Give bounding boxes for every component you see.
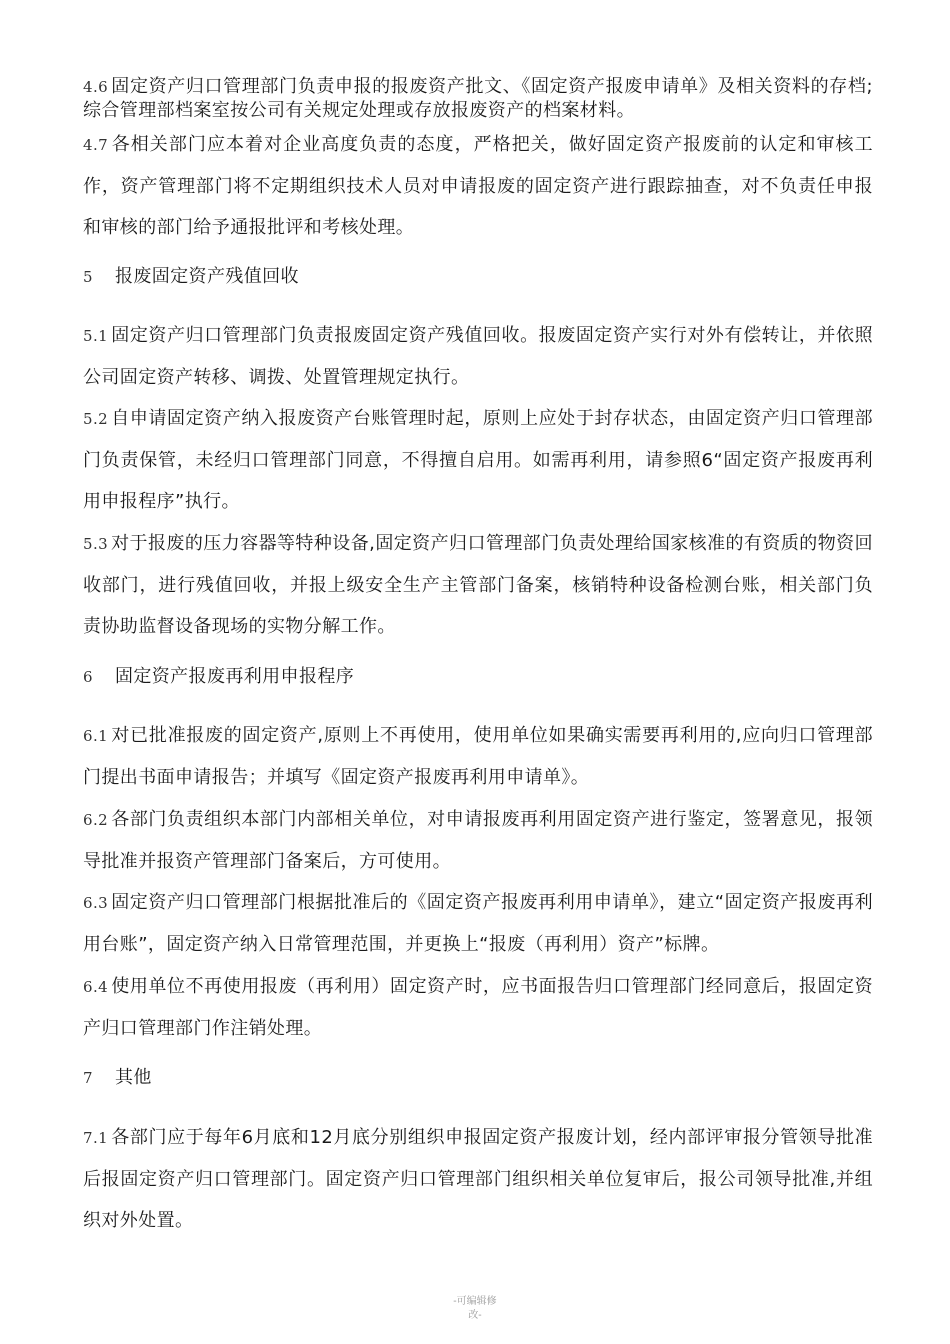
clause-text: 固定资产归口管理部门根据批准后的《固定资产报废再利用申请单》，建立“固定资产报废再利用台账”，固定资产纳入日常管理范围，并更换上“报废（再利用）资产”标牌。 [83,892,873,955]
clause-number: 7.1 [83,1129,109,1147]
page-footer [0,1295,950,1323]
paragraph-5-2 [83,398,873,522]
clause-number: 6.2 [83,811,109,829]
section-heading-6 [83,664,873,690]
section-number: 7 [83,1069,93,1087]
paragraph-6-3 [83,882,873,965]
clause-text: 使用单位不再使用报废（再利用）固定资产时，应书面报告归口管理部门经同意后，报固定资产归口管理部门作注销处理。 [83,976,873,1039]
section-heading-7 [83,1065,873,1091]
clause-number: 6.3 [83,894,109,912]
paragraph-6-4 [83,966,873,1049]
section-number: 5 [83,268,93,286]
paragraph-6-2 [83,799,873,882]
clause-text: 各部门负责组织本部门内部相关单位，对申请报废再利用固定资产进行鉴定，签署意见，报领导批准并报资产管理部门备案后，方可使用。 [83,809,873,872]
clause-number: 5.1 [83,327,109,345]
clause-number: 4.6 [83,78,109,96]
paragraph-5-3 [83,523,873,647]
footer-line-1: -可编辑修 [453,1296,497,1307]
footer-line-2: 改- [468,1310,482,1321]
paragraph-6-1 [83,715,873,798]
section-heading-5 [83,264,873,290]
section-number: 6 [83,668,93,686]
clause-text: 各部门应于每年6月底和12月底分别组织申报固定资产报废计划，经内部评审报分管领导批准后报固定资产归口管理部门。固定资产归口管理部门组织相关单位复审后，报公司领导批准,并组织对外处置。 [83,1127,873,1231]
section-title: 报废固定资产残值回收 [114,266,299,287]
clause-number: 4.7 [83,136,109,154]
clause-text: 固定资产归口管理部门负责报废固定资产残值回收。报废固定资产实行对外有偿转让，并依照公司固定资产转移、调拨、处置管理规定执行。 [83,325,873,388]
paragraph-4-7 [83,124,873,248]
paragraph-4-6 [83,75,873,122]
section-title: 固定资产报废再利用申报程序 [114,666,355,687]
clause-number: 5.3 [83,535,109,553]
paragraph-7-1 [83,1117,873,1241]
clause-number: 6.1 [83,727,109,745]
clause-text: 自申请固定资产纳入报废资产台账管理时起，原则上应处于封存状态，由固定资产归口管理部门负责保管，未经归口管理部门同意，不得擅自启用。如需再利用，请参照6“固定资产报废再利用申报程序”执行。 [83,408,873,512]
clause-text: 固定资产归口管理部门负责申报的报废资产批文、《固定资产报废申请单》及相关资料的存档;综合管理部档案室按公司有关规定处理或存放报废资产的档案材料。 [83,76,873,121]
paragraph-5-1 [83,315,873,398]
clause-text: 对于报废的压力容器等特种设备,固定资产归口管理部门负责处理给国家核准的有资质的物资回收部门，进行残值回收，并报上级安全生产主管部门备案，核销特种设备检测台账，相关部门负责协助监督设备现场的实物分解工作。 [83,533,873,637]
clause-text: 对已批准报废的固定资产,原则上不再使用，使用单位如果确实需要再利用的,应向归口管理部门提出书面申请报告；并填写《固定资产报废再利用申请单》。 [83,725,873,788]
clause-text: 各相关部门应本着对企业高度负责的态度，严格把关，做好固定资产报废前的认定和审核工作，资产管理部门将不定期组织技术人员对申请报废的固定资产进行跟踪抽查，对不负责任申报和审核的部门给予通报批评和考核处理。 [83,134,873,238]
clause-number: 5.2 [83,410,109,428]
section-title: 其他 [114,1067,152,1088]
clause-number: 6.4 [83,978,109,996]
